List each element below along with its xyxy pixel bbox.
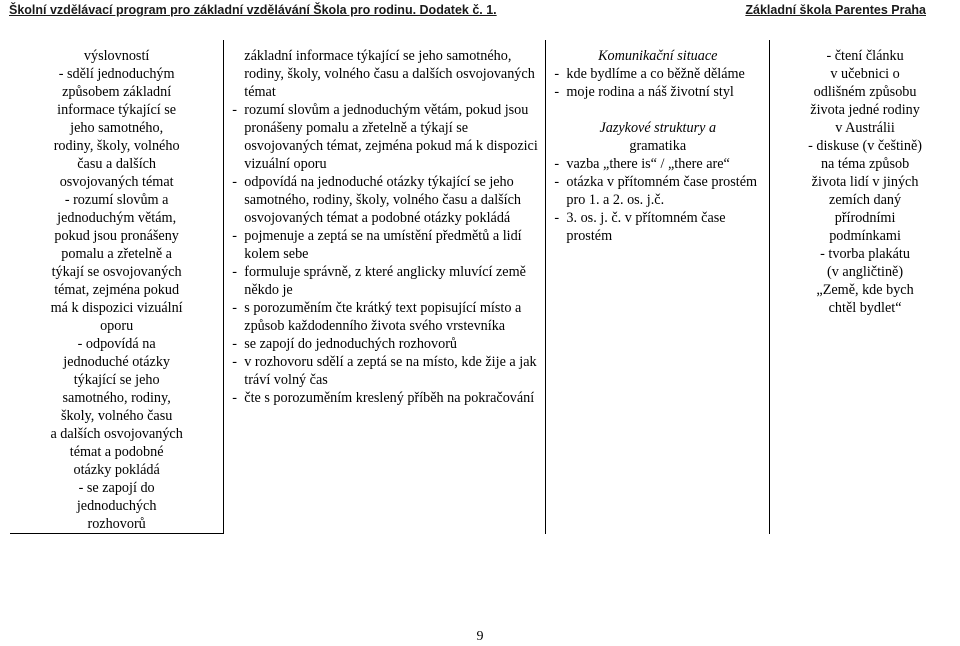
activity-line: zemích daný: [829, 192, 902, 208]
outcome-line: týkají se osvojovaných: [51, 264, 182, 280]
school-outcomes-intro: základní informace týkající se jeho samotného, rodiny, školy, volného času a dalších osvojovaných témat: [244, 48, 535, 100]
list-item: - moje rodina a náš životní styl: [552, 83, 763, 101]
page-header: [0, 0, 960, 18]
outcome-line: otázky pokládá: [73, 462, 160, 478]
outcome-line: jednoduchým větám,: [57, 210, 177, 226]
communication-situations-list: [552, 65, 763, 101]
outcome-line: jeho samotného,: [70, 120, 164, 136]
outcome-line: - odpovídá na: [77, 336, 156, 352]
list-item: - čte s porozuměním kreslený příběh na pokračování: [230, 389, 539, 407]
activity-line: podmínkami: [829, 228, 901, 244]
table-row: [10, 40, 960, 534]
activity-line: života lidí v jiných: [811, 174, 919, 190]
list-item: - pojmenuje a zeptá se na umístění předmětů a lidí kolem sebe: [230, 227, 539, 263]
outcome-line: výslovností: [83, 48, 150, 64]
list-item: - 3. os. j. č. v přítomném čase prostém: [552, 209, 763, 245]
activity-line: - čtení článku: [826, 48, 904, 64]
outcome-line: jednoduché otázky: [63, 354, 171, 370]
activity-line: na téma způsob: [820, 156, 910, 172]
outcome-line: času a dalších: [77, 156, 157, 172]
outcome-line: a dalších osvojovaných: [50, 426, 183, 442]
activity-line: „Země, kde bych: [816, 282, 914, 298]
list-item: - s porozuměním čte krátký text popisující místo a způsob každodenního života svého vrstevníka: [230, 299, 539, 335]
outcome-line: - rozumí slovům a: [64, 192, 169, 208]
outcomes-cell: [10, 40, 224, 534]
communication-situations-heading: Komunikační situace: [598, 48, 718, 64]
outcome-line: má k dispozici vizuální: [50, 300, 183, 316]
language-structures-heading: Jazykové struktury a: [599, 120, 717, 136]
outcomes-list: [16, 47, 217, 533]
language-structures-heading-2: gramatika: [629, 138, 687, 154]
outcome-line: samotného, rodiny,: [62, 390, 171, 406]
outcome-line: školy, volného času: [60, 408, 173, 424]
school-outcomes-cell: [224, 40, 546, 534]
activity-line: odlišném způsobu: [813, 84, 917, 100]
outcome-line: témat a podobné: [69, 444, 164, 460]
outcome-line: osvojovaných témat: [59, 174, 174, 190]
outcome-line: - se zapojí do: [78, 480, 155, 496]
activities-list: [776, 47, 954, 317]
outcome-line: - sdělí jednoduchým: [58, 66, 175, 82]
activities-cell: [770, 40, 960, 534]
activity-line: života jedné rodiny: [810, 102, 920, 118]
activity-line: - diskuse (v češtině): [808, 138, 922, 154]
activity-line: chtěl bydlet“: [828, 300, 902, 316]
list-item: - kde bydlíme a co běžně děláme: [552, 65, 763, 83]
header-program-title: Školní vzdělávací program pro základní vzdělávání Škola pro rodinu. Dodatek č. 1.: [9, 3, 497, 17]
activity-line: v učebnici o: [830, 66, 900, 82]
outcome-line: pomalu a zřetelně a: [61, 246, 172, 262]
activity-line: v Austrálii: [835, 120, 895, 136]
list-item: - rozumí slovům a jednoduchým větám, pokud jsou pronášeny pomalu a zřetelně a týkají se osvojovaných témat, zejména pokud má k dispozici vizuální oporu: [230, 101, 539, 173]
school-outcomes-list: [230, 101, 539, 407]
activity-line: - tvorba plakátu: [820, 246, 910, 262]
outcome-line: informace týkající se: [57, 102, 177, 118]
outcome-line: rodiny, školy, volného: [53, 138, 180, 154]
outcome-line: týkající se jeho: [73, 372, 160, 388]
list-item: - odpovídá na jednoduché otázky týkající se jeho samotného, rodiny, školy, volného času a dalších osvojovaných témat a podobné otázky pokládá: [230, 173, 539, 227]
curriculum-table: [10, 40, 960, 534]
list-item: - v rozhovoru sdělí a zeptá se na místo, kde žije a jak tráví volný čas: [230, 353, 539, 389]
outcome-line: jednoduchých: [76, 498, 157, 514]
outcome-line: rozhovorů: [87, 516, 146, 532]
language-structures-list: [552, 155, 763, 245]
list-item: - vazba „there is“ / „there are“: [552, 155, 763, 173]
header-school-name: Základní škola Parentes Praha: [745, 3, 926, 17]
activity-line: přírodními: [834, 210, 896, 226]
page-number: 9: [476, 629, 484, 644]
subject-matter-cell: [546, 40, 770, 534]
list-item: - otázka v přítomném čase prostém pro 1. a 2. os. j.č.: [552, 173, 763, 209]
outcome-line: témat, zejména pokud: [54, 282, 180, 298]
activity-line: (v angličtině): [827, 264, 904, 280]
outcome-line: oporu: [100, 318, 134, 334]
outcome-line: pokud jsou pronášeny: [54, 228, 179, 244]
list-item: - formuluje správně, z které anglicky mluvící země někdo je: [230, 263, 539, 299]
outcome-line: způsobem základní: [62, 84, 172, 100]
list-item: - se zapojí do jednoduchých rozhovorů: [230, 335, 539, 353]
